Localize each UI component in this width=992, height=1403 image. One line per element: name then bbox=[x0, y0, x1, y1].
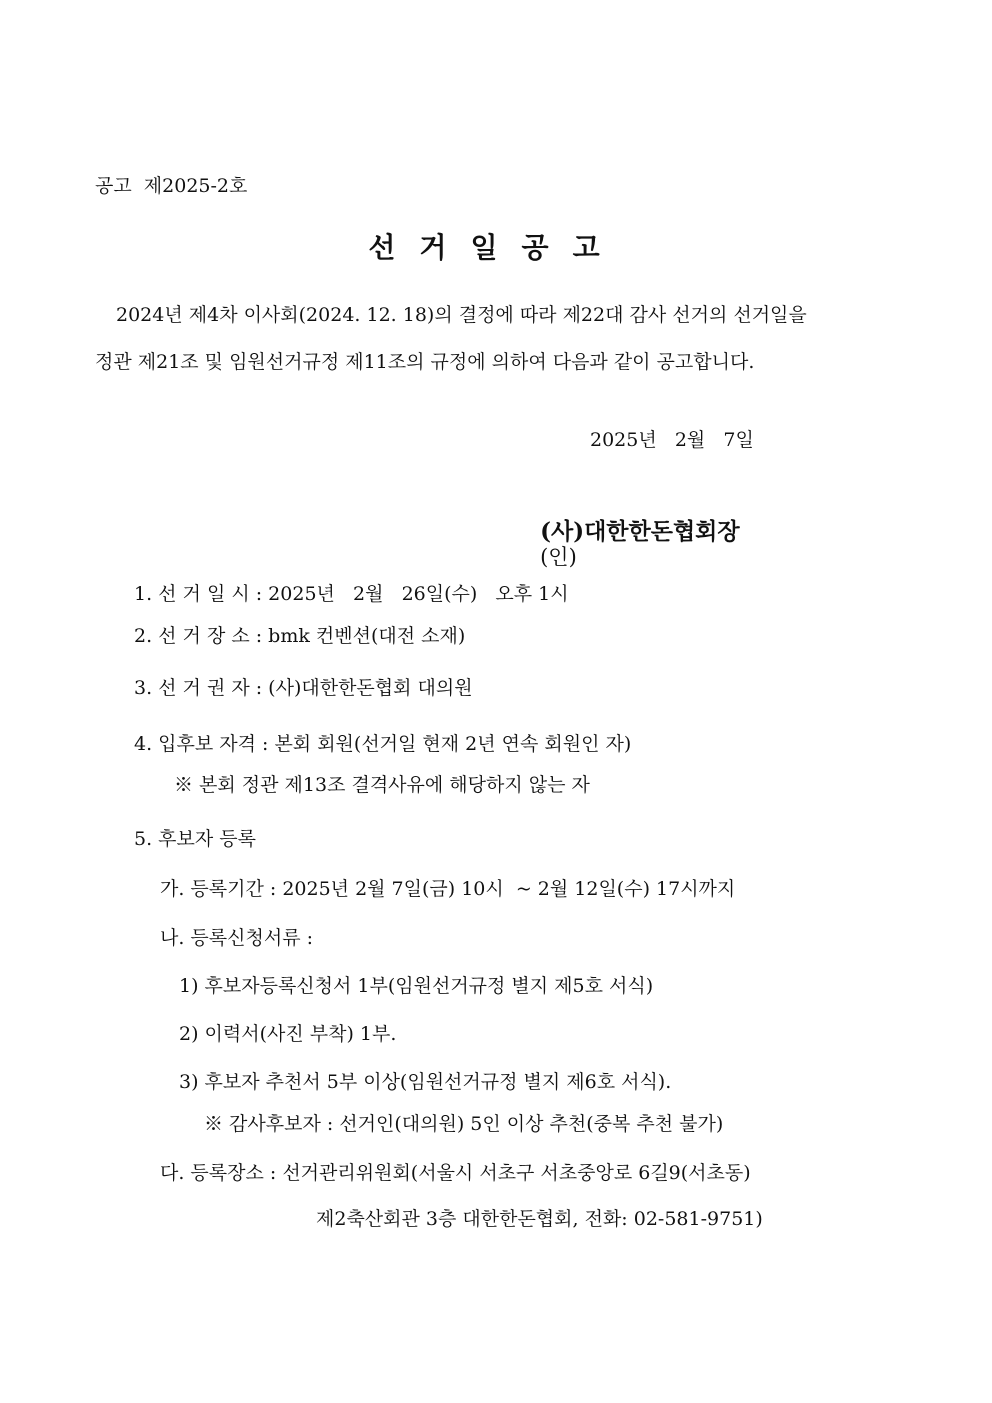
item-election-datetime: 1. 선 거 일 시 : 2025년 2월 26일(수) 오후 1시 bbox=[134, 583, 569, 605]
item-election-place: 2. 선 거 장 소 : bmk 컨벤션(대전 소재) bbox=[134, 625, 466, 647]
registration-documents: 나. 등록신청서류 : bbox=[160, 927, 313, 949]
notice-date: 2025년 2월 7일 bbox=[590, 429, 754, 451]
intro-line-2: 정관 제21조 및 임원선거규정 제11조의 규정에 의하여 다음과 같이 공고합니다. bbox=[95, 351, 755, 373]
registration-period: 가. 등록기간 : 2025년 2월 7일(금) 10시 ~ 2월 12일(수) 17시까지 bbox=[160, 878, 736, 900]
auditor-candidate-note: ※ 감사후보자 : 선거인(대의원) 5인 이상 추천(중복 추천 불가) bbox=[204, 1113, 724, 1135]
item-candidate-eligibility: 4. 입후보 자격 : 본회 회원(선거일 현재 2년 연속 회원인 자) bbox=[134, 733, 632, 755]
registration-place: 다. 등록장소 : 선거관리위원회(서울시 서초구 서초중앙로 6길9(서초동) bbox=[160, 1162, 751, 1184]
item-electorate: 3. 선 거 권 자 : (사)대한한돈협회 대의원 bbox=[134, 677, 473, 699]
item-eligibility-note: ※ 본회 정관 제13조 결격사유에 해당하지 않는 자 bbox=[174, 774, 590, 796]
intro-line-1: 2024년 제4차 이사회(2024. 12. 18)의 결정에 따라 제22대 감사 선거의 선거일을 bbox=[116, 304, 807, 326]
document-item-1: 1) 후보자등록신청서 1부(임원선거규정 별지 제5호 서식) bbox=[179, 975, 654, 997]
signer-name: (사)대한한돈협회장 bbox=[540, 518, 740, 545]
signer-block bbox=[528, 496, 740, 570]
document-item-2: 2) 이력서(사진 부착) 1부. bbox=[179, 1023, 397, 1045]
registration-place-continued: 제2축산회관 3층 대한한돈협회, 전화: 02-581-9751) bbox=[316, 1208, 763, 1230]
signer-seal: (인) bbox=[540, 545, 577, 569]
document-title: 선거일공고 bbox=[368, 231, 624, 264]
item-candidate-registration: 5. 후보자 등록 bbox=[134, 828, 256, 850]
notice-number: 공고 제2025-2호 bbox=[95, 175, 248, 197]
document-item-3: 3) 후보자 추천서 5부 이상(임원선거규정 별지 제6호 서식). bbox=[179, 1071, 672, 1093]
